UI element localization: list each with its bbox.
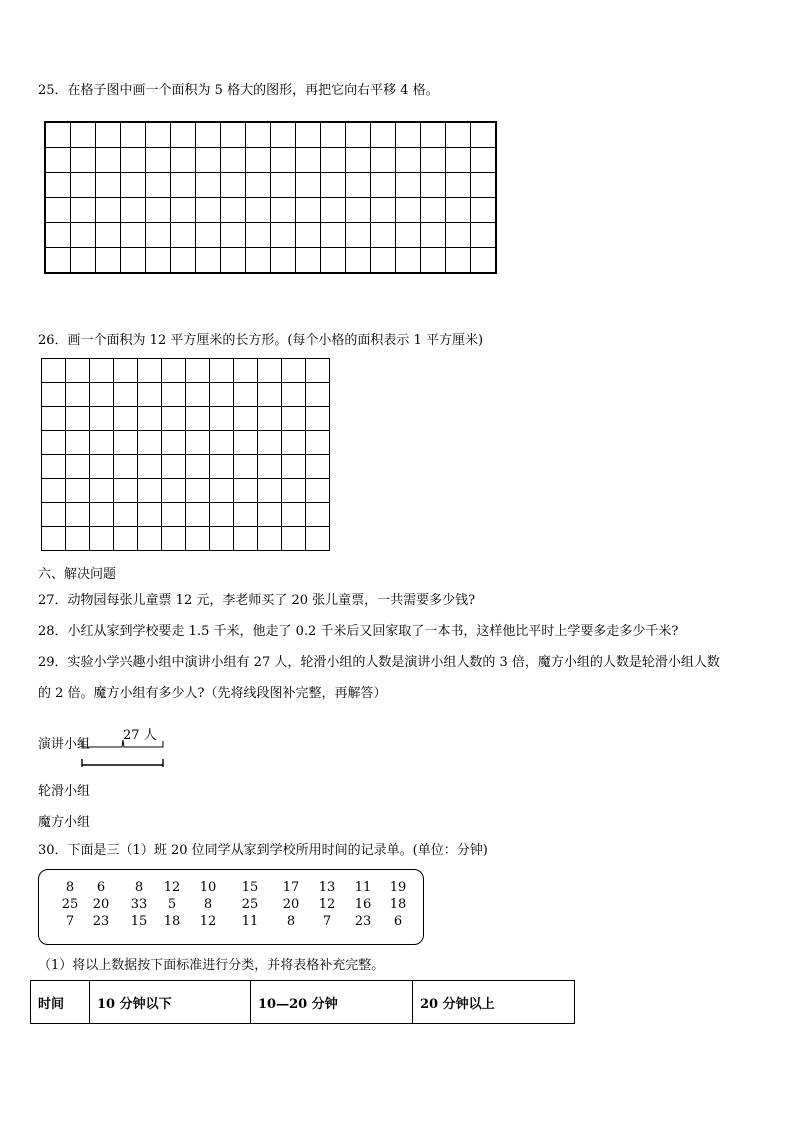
- grid-cell[interactable]: [71, 248, 96, 274]
- grid-cell[interactable]: [186, 455, 210, 479]
- grid-cell[interactable]: [138, 383, 162, 407]
- grid-cell[interactable]: [114, 479, 138, 503]
- grid-cell[interactable]: [162, 407, 186, 431]
- segment-brace-label: 27 人: [123, 728, 157, 743]
- data-value: 15: [241, 880, 259, 895]
- grid-cell[interactable]: [196, 122, 221, 148]
- data-value: 15: [130, 914, 148, 929]
- grid-cell[interactable]: [282, 431, 306, 455]
- grid-cell[interactable]: [321, 122, 346, 148]
- grid-cell[interactable]: [246, 148, 271, 173]
- grid-cell[interactable]: [306, 479, 330, 503]
- data-value: 25: [241, 897, 259, 912]
- grid-cell[interactable]: [396, 148, 421, 173]
- grid-cell[interactable]: [306, 503, 330, 527]
- data-value: 20: [92, 897, 110, 912]
- grid-cell[interactable]: [282, 359, 306, 383]
- grid-cell[interactable]: [90, 407, 114, 431]
- grid-cell[interactable]: [396, 122, 421, 148]
- grid-cell[interactable]: [90, 431, 114, 455]
- grid-cell[interactable]: [138, 359, 162, 383]
- grid-cell[interactable]: [146, 173, 171, 198]
- data-value: 5: [167, 897, 177, 912]
- grid-cell[interactable]: [146, 148, 171, 173]
- grid-cell[interactable]: [42, 479, 66, 503]
- data-value: 6: [96, 880, 106, 895]
- grid-cell[interactable]: [96, 148, 121, 173]
- grid-cell[interactable]: [258, 527, 282, 551]
- grid-cell[interactable]: [114, 359, 138, 383]
- grid-cell[interactable]: [42, 407, 66, 431]
- data-value: 8: [286, 914, 296, 929]
- data-value: 7: [65, 914, 75, 929]
- grid-cell[interactable]: [321, 248, 346, 274]
- grid-cell[interactable]: [171, 248, 196, 274]
- grid-cell[interactable]: [121, 173, 146, 198]
- question-29-line-2: 的 2 倍。魔方小组有多少人?（先将线段图补完整，再解答）: [38, 686, 387, 701]
- grid-cell[interactable]: [234, 359, 258, 383]
- grid-cell[interactable]: [371, 148, 396, 173]
- data-value: 11: [241, 914, 259, 929]
- grid-cell[interactable]: [346, 198, 371, 223]
- grid-cell[interactable]: [45, 248, 71, 274]
- grid-cell[interactable]: [234, 503, 258, 527]
- grid-cell[interactable]: [138, 527, 162, 551]
- grid-cell[interactable]: [162, 359, 186, 383]
- grid-cell[interactable]: [306, 359, 330, 383]
- grid-cell[interactable]: [246, 223, 271, 248]
- grid-cell[interactable]: [138, 407, 162, 431]
- grid-cell[interactable]: [421, 173, 446, 198]
- grid-cell[interactable]: [421, 148, 446, 173]
- grid-cell[interactable]: [371, 223, 396, 248]
- grid-cell[interactable]: [258, 479, 282, 503]
- grid-cell[interactable]: [71, 198, 96, 223]
- grid-cell[interactable]: [186, 407, 210, 431]
- grid-cell[interactable]: [421, 248, 446, 274]
- grid-cell[interactable]: [71, 173, 96, 198]
- grid-cell[interactable]: [90, 503, 114, 527]
- grid-cell[interactable]: [96, 173, 121, 198]
- grid-cell[interactable]: [282, 503, 306, 527]
- grid-cell[interactable]: [396, 223, 421, 248]
- grid-cell[interactable]: [42, 503, 66, 527]
- grid-cell[interactable]: [282, 479, 306, 503]
- grid-cell[interactable]: [234, 383, 258, 407]
- grid-cell[interactable]: [196, 223, 221, 248]
- section-6-heading: 六、解决问题: [38, 567, 117, 582]
- grid-cell[interactable]: [162, 455, 186, 479]
- grid-cell[interactable]: [221, 223, 246, 248]
- grid-cell[interactable]: [346, 173, 371, 198]
- data-value: 18: [163, 914, 181, 929]
- data-value: 8: [203, 897, 213, 912]
- grid-cell[interactable]: [446, 248, 471, 274]
- data-value: 6: [393, 914, 403, 929]
- grid-cell[interactable]: [396, 198, 421, 223]
- grid-cell[interactable]: [421, 223, 446, 248]
- grid-cell[interactable]: [66, 455, 90, 479]
- grid-cell[interactable]: [221, 122, 246, 148]
- grid-cell[interactable]: [306, 431, 330, 455]
- grid-cell[interactable]: [371, 248, 396, 274]
- data-value: 12: [163, 880, 181, 895]
- grid-cell[interactable]: [446, 198, 471, 223]
- grid-cell[interactable]: [471, 173, 497, 198]
- grid-cell[interactable]: [296, 198, 321, 223]
- grid-cell[interactable]: [42, 359, 66, 383]
- grid-cell[interactable]: [196, 248, 221, 274]
- data-value: 8: [134, 880, 144, 895]
- question-30: 30．下面是三（1）班 20 位同学从家到学校所用时间的记录单。(单位：分钟): [38, 843, 488, 858]
- grid-cell[interactable]: [146, 223, 171, 248]
- grid-cell[interactable]: [306, 455, 330, 479]
- grid-cell[interactable]: [210, 455, 234, 479]
- grid-cell[interactable]: [446, 148, 471, 173]
- grid-cell[interactable]: [186, 503, 210, 527]
- grid-cell[interactable]: [186, 527, 210, 551]
- grid-cell[interactable]: [258, 359, 282, 383]
- grid-cell[interactable]: [346, 248, 371, 274]
- grid-cell[interactable]: [121, 122, 146, 148]
- grid-cell[interactable]: [71, 223, 96, 248]
- grid-cell[interactable]: [45, 198, 71, 223]
- grid-cell[interactable]: [210, 527, 234, 551]
- grid-cell[interactable]: [246, 122, 271, 148]
- grid-cell[interactable]: [210, 503, 234, 527]
- question-26: 26．画一个面积为 12 平方厘米的长方形。(每个小格的面积表示 1 平方厘米): [38, 333, 484, 348]
- grid-cell[interactable]: [396, 173, 421, 198]
- grid-cell[interactable]: [282, 455, 306, 479]
- grid-cell[interactable]: [96, 198, 121, 223]
- data-value: 25: [61, 897, 79, 912]
- grid-cell[interactable]: [45, 173, 71, 198]
- data-value: 20: [282, 897, 300, 912]
- grid-cell[interactable]: [196, 148, 221, 173]
- grid-cell[interactable]: [186, 479, 210, 503]
- grid-cell[interactable]: [271, 223, 296, 248]
- data-value: 11: [354, 880, 372, 895]
- grid-cell[interactable]: [421, 122, 446, 148]
- grid-cell[interactable]: [306, 407, 330, 431]
- grid-cell[interactable]: [234, 431, 258, 455]
- grid-cell[interactable]: [42, 431, 66, 455]
- grid-q25[interactable]: [44, 121, 497, 274]
- grid-cell[interactable]: [271, 122, 296, 148]
- grid-cell[interactable]: [371, 198, 396, 223]
- grid-cell[interactable]: [371, 173, 396, 198]
- grid-cell[interactable]: [306, 527, 330, 551]
- grid-cell[interactable]: [306, 383, 330, 407]
- grid-cell[interactable]: [371, 122, 396, 148]
- data-value: 16: [354, 897, 372, 912]
- grid-cell[interactable]: [66, 503, 90, 527]
- time-record-box: [38, 869, 424, 945]
- grid-cell[interactable]: [138, 479, 162, 503]
- grid-cell[interactable]: [471, 248, 497, 274]
- grid-cell[interactable]: [258, 455, 282, 479]
- grid-cell[interactable]: [121, 223, 146, 248]
- grid-cell[interactable]: [171, 122, 196, 148]
- grid-cell[interactable]: [114, 527, 138, 551]
- grid-cell[interactable]: [66, 479, 90, 503]
- grid-q26[interactable]: [41, 358, 330, 551]
- grid-cell[interactable]: [138, 431, 162, 455]
- grid-cell[interactable]: [446, 173, 471, 198]
- grid-cell[interactable]: [42, 383, 66, 407]
- data-value: 17: [282, 880, 300, 895]
- grid-cell[interactable]: [66, 527, 90, 551]
- grid-cell[interactable]: [66, 431, 90, 455]
- grid-cell[interactable]: [321, 148, 346, 173]
- grid-cell[interactable]: [121, 248, 146, 274]
- classification-table-row: [31, 981, 575, 1024]
- grid-cell[interactable]: [271, 198, 296, 223]
- grid-cell[interactable]: [66, 359, 90, 383]
- grid-cell[interactable]: [138, 503, 162, 527]
- grid-cell[interactable]: [396, 248, 421, 274]
- grid-cell[interactable]: [258, 407, 282, 431]
- grid-cell[interactable]: [210, 479, 234, 503]
- grid-cell[interactable]: [186, 383, 210, 407]
- grid-cell[interactable]: [296, 223, 321, 248]
- grid-cell[interactable]: [258, 431, 282, 455]
- grid-cell[interactable]: [282, 383, 306, 407]
- grid-cell[interactable]: [121, 148, 146, 173]
- question-29-line-1: 29．实验小学兴趣小组中演讲小组有 27 人，轮滑小组的人数是演讲小组人数的 3 倍，魔方小组的人数是轮滑小组人数: [38, 655, 720, 670]
- grid-cell[interactable]: [45, 223, 71, 248]
- grid-cell[interactable]: [196, 198, 221, 223]
- grid-cell[interactable]: [210, 431, 234, 455]
- grid-cell[interactable]: [186, 359, 210, 383]
- grid-cell[interactable]: [171, 148, 196, 173]
- grid-cell[interactable]: [71, 122, 96, 148]
- segment-row-label-skating: 轮滑小组: [38, 784, 91, 799]
- data-value: 19: [389, 880, 407, 895]
- segment-row-label-cube: 魔方小组: [38, 815, 91, 830]
- grid-cell[interactable]: [246, 248, 271, 274]
- grid-cell[interactable]: [45, 148, 71, 173]
- grid-cell[interactable]: [162, 383, 186, 407]
- question-28: 28．小红从家到学校要走 1.5 千米，他走了 0.2 千米后又回家取了一本书，这样他比平时上学要多走多少千米?: [38, 624, 679, 639]
- grid-cell[interactable]: [121, 198, 146, 223]
- grid-cell[interactable]: [446, 223, 471, 248]
- grid-cell[interactable]: [71, 148, 96, 173]
- grid-cell[interactable]: [146, 122, 171, 148]
- table-header-under-10[interactable]: 10 分钟以下: [90, 981, 251, 1024]
- table-header-time: 时间: [31, 981, 90, 1024]
- grid-cell[interactable]: [45, 122, 71, 148]
- grid-cell[interactable]: [221, 148, 246, 173]
- table-header-10-20[interactable]: 10—20 分钟: [251, 981, 413, 1024]
- grid-cell[interactable]: [162, 503, 186, 527]
- grid-cell[interactable]: [146, 198, 171, 223]
- grid-cell[interactable]: [114, 455, 138, 479]
- data-value: 13: [318, 880, 336, 895]
- grid-cell[interactable]: [321, 173, 346, 198]
- grid-cell[interactable]: [221, 248, 246, 274]
- data-value: 33: [130, 897, 148, 912]
- grid-cell[interactable]: [271, 173, 296, 198]
- data-value: 8: [65, 880, 75, 895]
- grid-cell[interactable]: [90, 383, 114, 407]
- segment-brace-diagram: [81, 738, 165, 768]
- grid-cell[interactable]: [162, 479, 186, 503]
- grid-cell[interactable]: [171, 173, 196, 198]
- grid-cell[interactable]: [346, 223, 371, 248]
- data-value: 7: [322, 914, 332, 929]
- grid-cell[interactable]: [346, 148, 371, 173]
- data-value: 18: [389, 897, 407, 912]
- grid-cell[interactable]: [282, 407, 306, 431]
- grid-cell[interactable]: [186, 431, 210, 455]
- grid-cell[interactable]: [471, 122, 497, 148]
- data-value: 12: [199, 914, 217, 929]
- grid-cell[interactable]: [246, 198, 271, 223]
- grid-cell[interactable]: [114, 431, 138, 455]
- grid-cell[interactable]: [162, 527, 186, 551]
- grid-cell[interactable]: [96, 248, 121, 274]
- grid-cell[interactable]: [210, 359, 234, 383]
- grid-cell[interactable]: [282, 527, 306, 551]
- grid-cell[interactable]: [114, 407, 138, 431]
- grid-cell[interactable]: [90, 479, 114, 503]
- grid-cell[interactable]: [234, 407, 258, 431]
- grid-cell[interactable]: [210, 383, 234, 407]
- grid-cell[interactable]: [138, 455, 162, 479]
- question-27: 27．动物园每张儿童票 12 元，李老师买了 20 张儿童票，一共需要多少钱?: [38, 593, 476, 608]
- grid-cell[interactable]: [258, 503, 282, 527]
- grid-cell[interactable]: [66, 383, 90, 407]
- data-value: 10: [199, 880, 217, 895]
- data-value: 23: [92, 914, 110, 929]
- grid-cell[interactable]: [114, 383, 138, 407]
- classification-table: [30, 980, 575, 1024]
- grid-cell[interactable]: [162, 431, 186, 455]
- grid-cell[interactable]: [296, 122, 321, 148]
- grid-cell[interactable]: [471, 223, 497, 248]
- grid-cell[interactable]: [42, 455, 66, 479]
- grid-cell[interactable]: [90, 455, 114, 479]
- segment-row-label-speech: 演讲小组: [38, 737, 91, 752]
- table-header-over-20[interactable]: 20 分钟以上: [413, 981, 575, 1024]
- grid-cell[interactable]: [196, 173, 221, 198]
- grid-cell[interactable]: [321, 198, 346, 223]
- grid-cell[interactable]: [471, 198, 497, 223]
- grid-cell[interactable]: [114, 503, 138, 527]
- grid-cell[interactable]: [296, 173, 321, 198]
- grid-cell[interactable]: [42, 527, 66, 551]
- grid-cell[interactable]: [90, 359, 114, 383]
- grid-cell[interactable]: [471, 148, 497, 173]
- grid-cell[interactable]: [90, 527, 114, 551]
- grid-cell[interactable]: [234, 455, 258, 479]
- grid-cell[interactable]: [96, 223, 121, 248]
- grid-cell[interactable]: [258, 383, 282, 407]
- grid-cell[interactable]: [234, 527, 258, 551]
- grid-cell[interactable]: [271, 148, 296, 173]
- grid-cell[interactable]: [234, 479, 258, 503]
- question-25: 25．在格子图中画一个面积为 5 格大的图形，再把它向右平移 4 格。: [38, 83, 439, 98]
- grid-cell[interactable]: [210, 407, 234, 431]
- grid-cell[interactable]: [271, 248, 296, 274]
- question-30-sub-1: （1）将以上数据按下面标准进行分类，并将表格补充完整。: [38, 958, 385, 973]
- grid-cell[interactable]: [446, 122, 471, 148]
- grid-cell[interactable]: [346, 122, 371, 148]
- grid-cell[interactable]: [171, 198, 196, 223]
- grid-cell[interactable]: [96, 122, 121, 148]
- grid-cell[interactable]: [66, 407, 90, 431]
- data-value: 12: [318, 897, 336, 912]
- grid-cell[interactable]: [146, 248, 171, 274]
- grid-cell[interactable]: [171, 223, 196, 248]
- grid-cell[interactable]: [246, 173, 271, 198]
- grid-cell[interactable]: [296, 248, 321, 274]
- grid-cell[interactable]: [421, 198, 446, 223]
- data-value: 23: [354, 914, 372, 929]
- grid-cell[interactable]: [221, 198, 246, 223]
- grid-cell[interactable]: [296, 148, 321, 173]
- grid-cell[interactable]: [221, 173, 246, 198]
- grid-cell[interactable]: [321, 223, 346, 248]
